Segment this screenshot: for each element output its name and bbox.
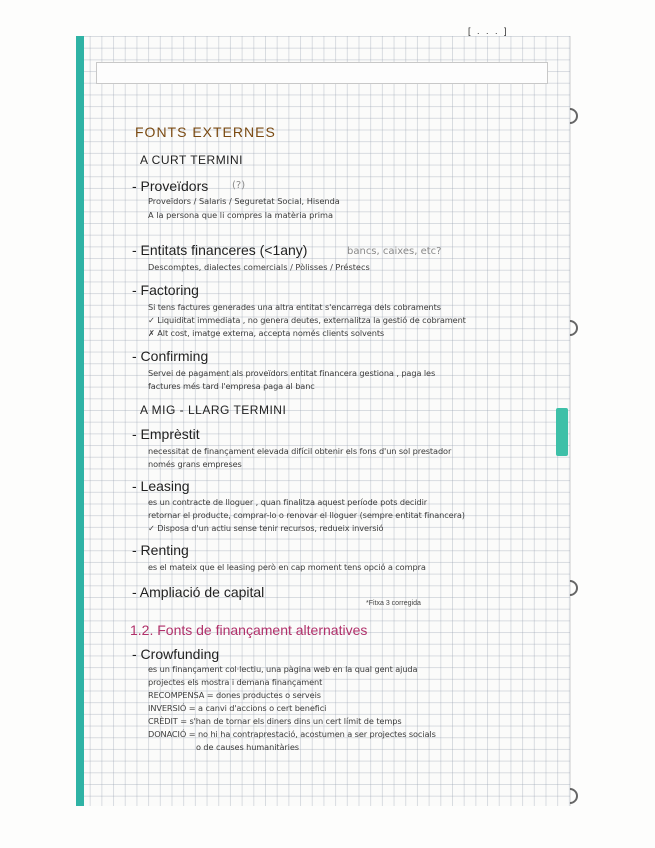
text-line: ✗ Alt cost, imatge externa, accepta només clients solvents — [148, 328, 385, 338]
section-short-term: A CURT TERMINI — [140, 153, 244, 167]
text-line: DONACIÓ = no hi ha contraprestació, acostumen a ser projectes socials — [148, 729, 436, 739]
heading-leasing: - Leasing — [132, 478, 190, 494]
text-line: es un contracte de lloguer , quan finalitza aquest període pots decidir — [148, 497, 428, 507]
text-line: Descomptes, dialectes comercials / Pòlisses / Préstecs — [148, 262, 370, 272]
text-line: o de causes humanitàries — [196, 742, 299, 752]
page-tab-marker — [556, 408, 568, 456]
page-title: FONTS EXTERNES — [135, 124, 276, 140]
subheading-alternatives: 1.2. Fonts de finançament alternatives — [130, 622, 368, 638]
heading-ampliacio: - Ampliació de capital — [132, 584, 265, 600]
note-entitats: bancs, caixes, etc? — [347, 246, 442, 257]
text-line: A la persona que li compres la matèria prima — [148, 210, 333, 220]
text-line: factures més tard l'empresa paga al banc — [148, 381, 315, 391]
heading-entitats: - Entitats financeres (<1any) — [132, 242, 308, 258]
page-number: [ . . . ] — [468, 26, 509, 36]
text-line: retornar el producte, comprar-lo o renovar el lloguer (sempre entitat financera) — [148, 510, 465, 520]
heading-emprestit: - Emprèstit — [132, 426, 200, 442]
header-box — [96, 62, 548, 84]
note-ampliacio: *Fitxa 3 corregida — [366, 600, 421, 607]
text-line: Proveïdors / Salaris / Seguretat Social, Hisenda — [148, 196, 340, 206]
heading-proveidors: - Proveïdors — [132, 178, 209, 194]
note-proveidors: (?) — [232, 180, 246, 191]
text-line: necessitat de finançament elevada difícil obtenir els fons d'un sol prestador — [148, 446, 452, 456]
heading-factoring: - Factoring — [132, 282, 199, 298]
text-line: només grans empreses — [148, 459, 242, 469]
text-line: projectes els mostra i demana finançament — [148, 677, 323, 687]
text-line: RECOMPENSA = dones productes o serveis — [148, 690, 321, 700]
heading-crowdfunding: - Crowfunding — [132, 646, 220, 662]
text-line: Si tens factures generades una altra entitat s'encarrega dels cobraments — [148, 302, 441, 312]
page-spine — [76, 36, 84, 806]
section-mid-long-term: A MIG - LLARG TERMINI — [140, 403, 287, 417]
heading-renting: - Renting — [132, 542, 189, 558]
text-line: Servei de pagament als proveïdors entitat financera gestiona , paga les — [148, 368, 436, 378]
text-line: CRÈDIT = s'han de tornar els diners dins un cert límit de temps — [148, 716, 402, 726]
text-line: ✓ Disposa d'un actiu sense tenir recursos, redueix inversió — [148, 523, 384, 533]
text-line: ✓ Liquiditat immediata , no genera deutes, externalitza la gestió de cobrament — [148, 315, 466, 325]
text-line: INVERSIÓ = a canvi d'accions o cert benefici — [148, 703, 327, 713]
text-line: es el mateix que el leasing però en cap moment tens opció a compra — [148, 562, 426, 572]
heading-confirming: - Confirming — [132, 348, 209, 364]
text-line: es un finançament col·lectiu, una pàgina web en la qual gent ajuda — [148, 664, 418, 674]
